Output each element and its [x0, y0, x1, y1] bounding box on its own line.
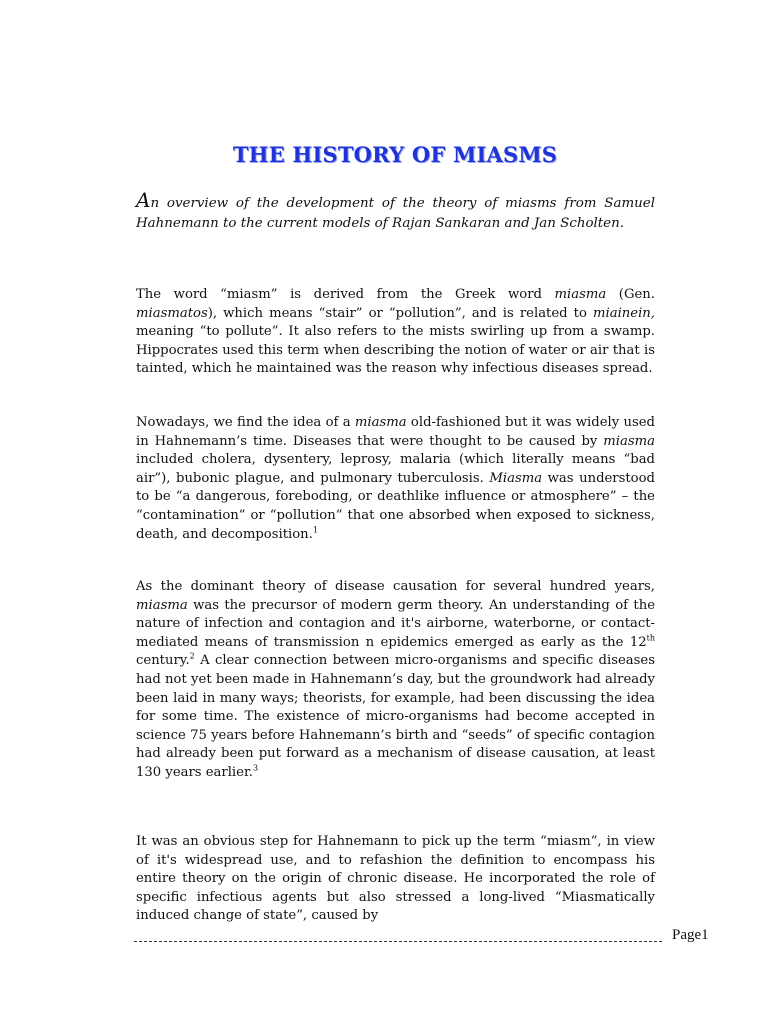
- italic-term: miasma: [554, 287, 607, 302]
- text-run: A clear connection between micro-organisms and specific diseases had not yet been made in Hahnemann’s day, but the groundwork had already been laid in many ways; theorists, for example, had been discussing the idea for some time. The existence of micro-organisms had become accepted in science 75 years before Hahnemann’s birth and “seeds” of specific contagion had already been put forward as a mechanism of disease causation, at least 130 years earlier.: [136, 653, 655, 780]
- text-run: was the precursor of modern germ theory. An understanding of the nature of infection and contagion and it's airborne, waterborne, or contact-mediated means of transmission n epidemics emerged as early as the 12: [136, 597, 655, 650]
- intro-text: n overview of the development of the theory of miasms from Samuel Hahnemann to the current models of Rajan Sankaran and Jan Scholten.: [136, 196, 655, 231]
- italic-term: miasma: [136, 597, 188, 613]
- text-run: was understood to be “a dangerous, foreboding, or deathlike influence or atmosphere” – the “contamination” or “pollution” that one absorbed when exposed to sickness, death, and decomposition.: [136, 470, 656, 542]
- italic-term: miainein,: [592, 305, 655, 321]
- italic-term: miasma: [354, 415, 407, 430]
- intro-paragraph: [136, 190, 655, 234]
- footnote-ref: 2: [189, 651, 195, 661]
- ordinal-suffix: th: [646, 633, 655, 643]
- text-run: meaning “to pollute”. It also refers to the mists swirling up from a swamp. Hippocrates used this term when describing the notion of water or air that is tainted, which he maintained was the reason why infectious diseases spread.: [136, 324, 655, 377]
- footnote-ref: 1: [312, 525, 318, 535]
- paragraph-hahnemann-time: [136, 414, 655, 544]
- page-title: THE HISTORY OF MIASMS: [232, 142, 558, 167]
- text-run: included cholera, dysentery, leprosy, malaria (which literally means “bad air”), bubonic plague, and pulmonary tuberculosis.: [136, 452, 655, 486]
- text-run: century.: [136, 653, 190, 669]
- italic-term: Miasma: [489, 470, 543, 486]
- italic-term: miasmatos: [136, 305, 208, 321]
- paragraph-etymology: [136, 286, 655, 379]
- footnote-ref: 3: [253, 763, 259, 773]
- paragraph-germ-theory: [136, 578, 655, 783]
- text-run: The word “miasm” is derived from the Greek word: [136, 287, 555, 302]
- text-run: old-fashioned but it was widely used in Hahnemann’s time. Diseases that were thought to be caused by: [136, 415, 655, 449]
- text-run: Nowadays, we find the idea of a: [136, 415, 355, 430]
- drop-cap: A: [136, 188, 151, 212]
- text-run: As the dominant theory of disease causation for several hundred years,: [136, 579, 655, 594]
- text-run: (Gen.: [606, 287, 655, 302]
- text-run: ), which means “stair” or “pollution”, and is related to: [207, 305, 593, 321]
- page-number: Page1: [672, 927, 709, 943]
- italic-term: miasma: [603, 433, 655, 449]
- footer-divider: [134, 941, 662, 942]
- paragraph-hahnemann-miasm: It was an obvious step for Hahnemann to pick up the term “miasm”, in view of it's widespread use, and to refashion the definition to encompass his entire theory on the origin of chronic disease. He incorporated the role of specific infectious agents but also stressed a long-lived “Miasmatically induced change of state”, caused by: [136, 834, 655, 924]
